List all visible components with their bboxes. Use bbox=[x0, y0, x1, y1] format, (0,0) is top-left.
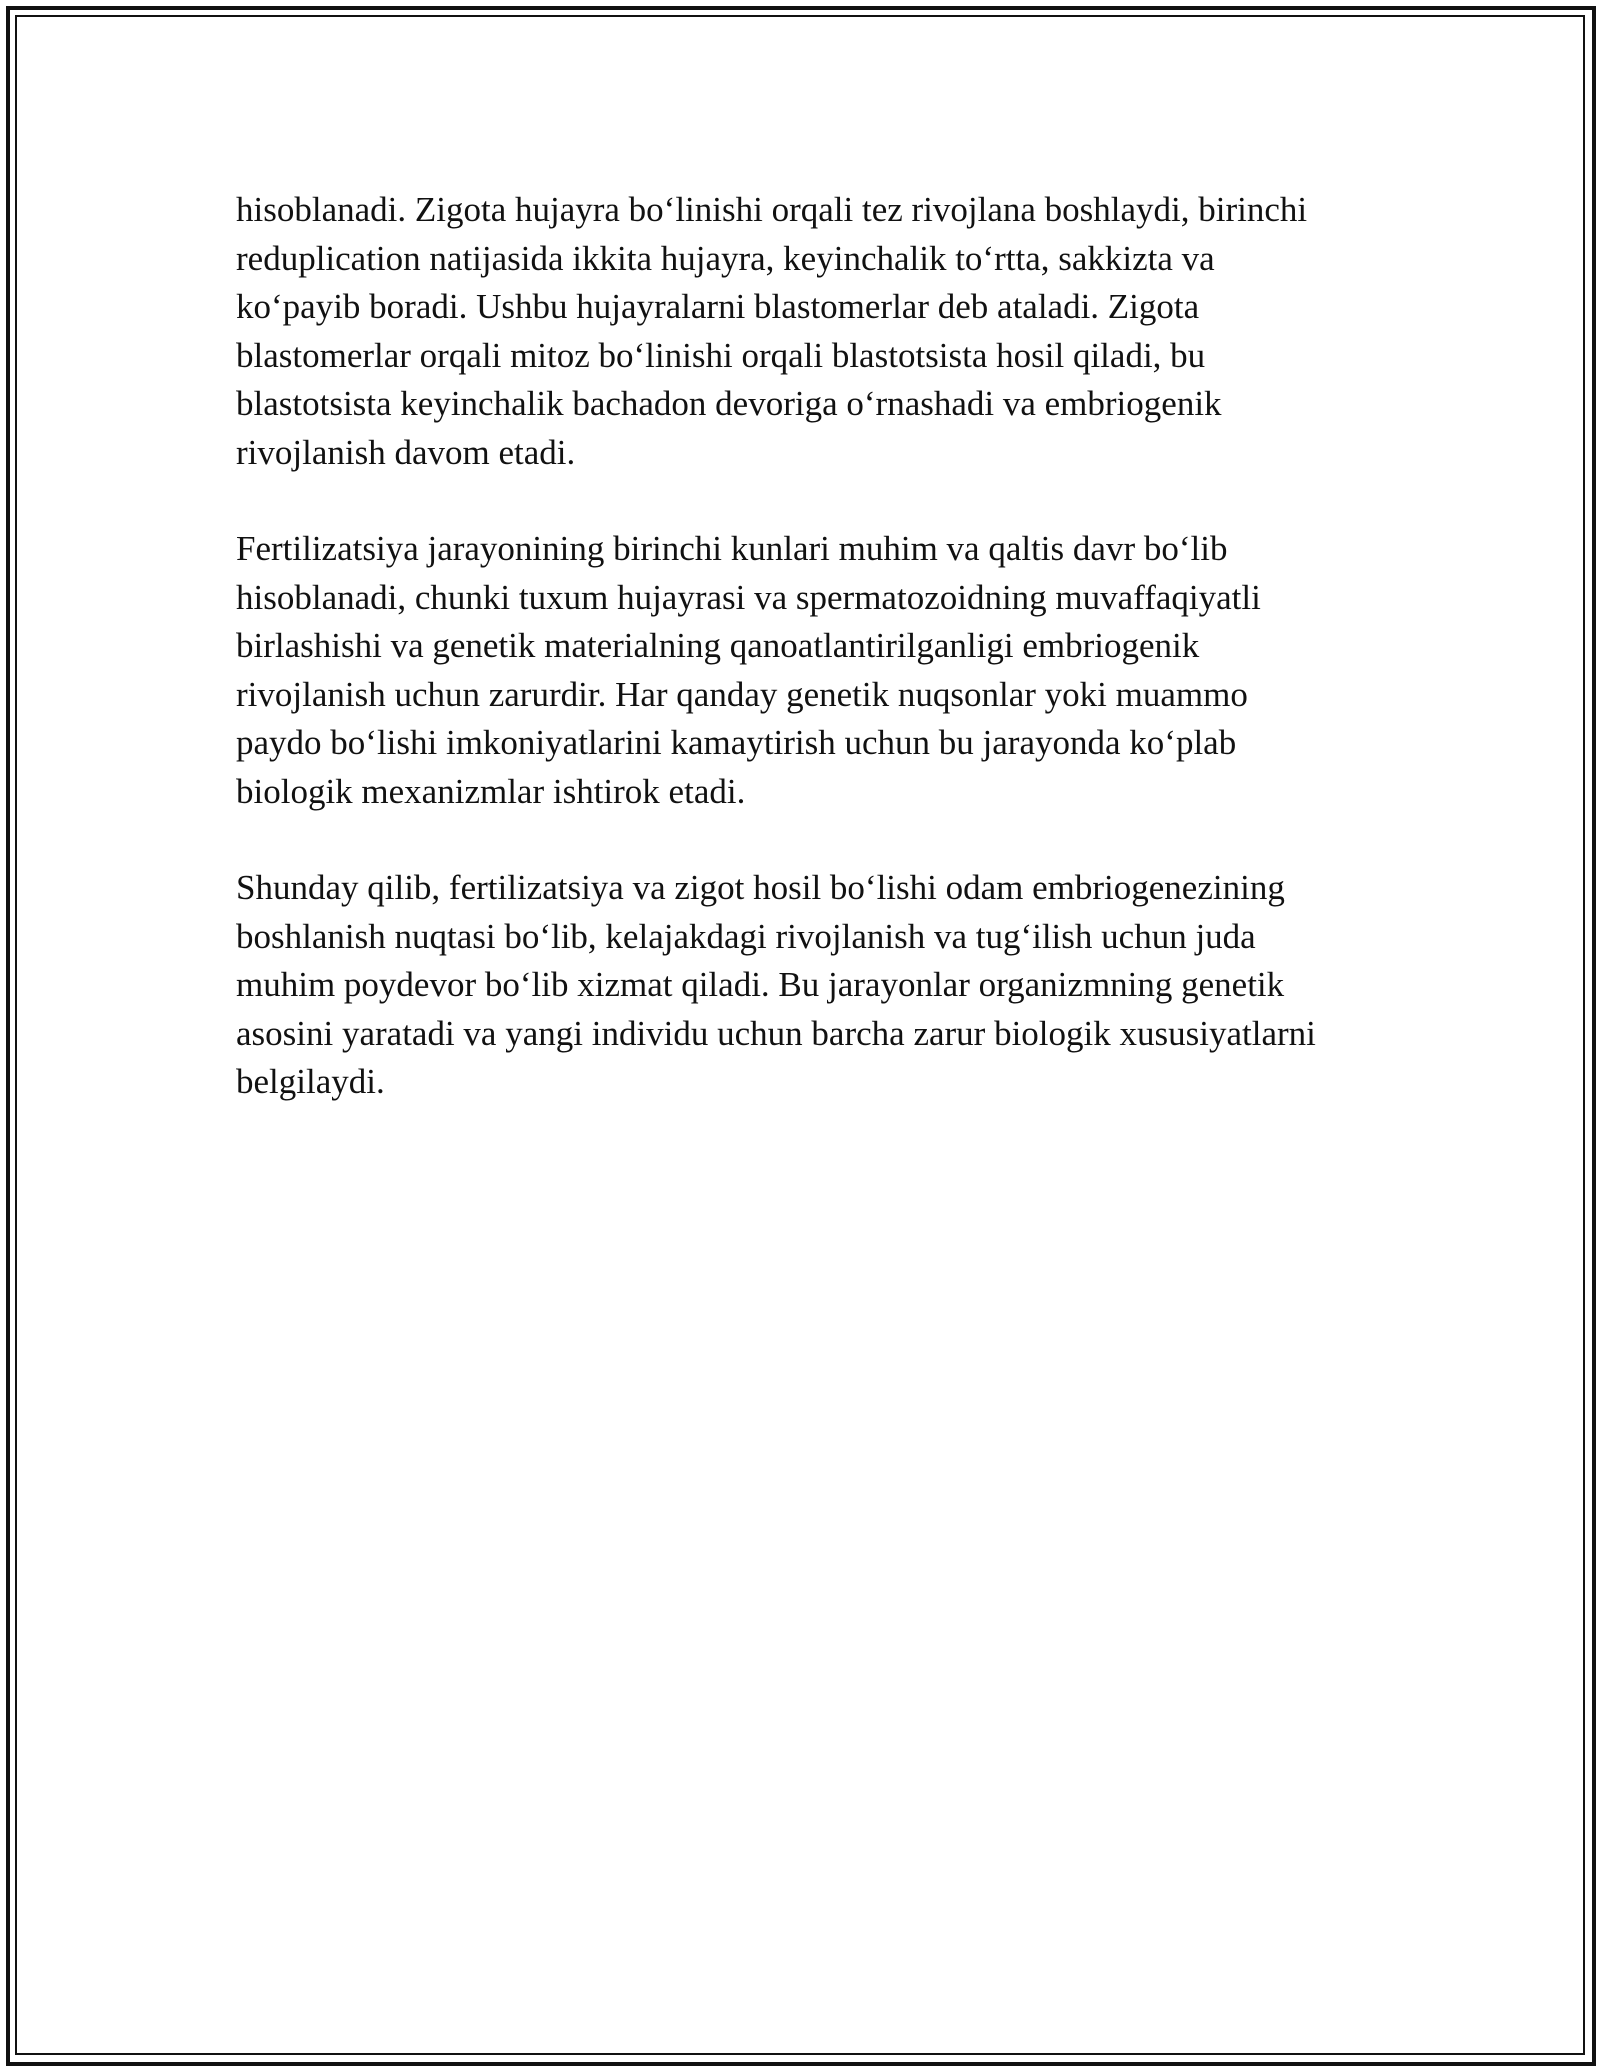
paragraph-1: hisoblanadi. Zigota hujayra bo‘linishi orqali tez rivojlana boshlaydi, birinchi reduplication natijasida ikkita hujayra, keyinchalik to‘rtta, sakkizta va ko‘payib boradi. Ushbu hujayralarni blastomerlar deb ataladi. Zigota blastomerlar orqali mitoz bo‘linishi orqali blastotsista hosil qiladi, bu blastotsista keyinchalik bachadon devoriga o‘rnashadi va embriogenik rivojlanish davom etadi. bbox=[236, 190, 1308, 472]
paragraph-3: Shunday qilib, fertilizatsiya va zigot hosil bo‘lishi odam embriogenezining boshlanish nuqtasi bo‘lib, kelajakdagi rivojlanish va tug‘ilish uchun juda muhim poydevor bo‘lib xizmat qiladi. Bu jarayonlar organizmning genetik asosini yaratadi va yangi individu uchun barcha zarur biologik xususiyatlarni belgilaydi. bbox=[236, 868, 1316, 1101]
paragraph-2: Fertilizatsiya jarayonining birinchi kunlari muhim va qaltis davr bo‘lib hisoblanadi, chunki tuxum hujayrasi va spermatozoidning muvaffaqiyatli birlashishi va genetik materialning qanoatlantirilganligi embriogenik rivojlanish uchun zarurdir. Har qanday genetik nuqsonlar yoki muammo paydo bo‘lishi imkoniyatlarini kamaytirish uchun bu jarayonda ko‘plab biologik mexanizmlar ishtirok etadi. bbox=[236, 529, 1261, 811]
document-body bbox=[236, 186, 1386, 1155]
